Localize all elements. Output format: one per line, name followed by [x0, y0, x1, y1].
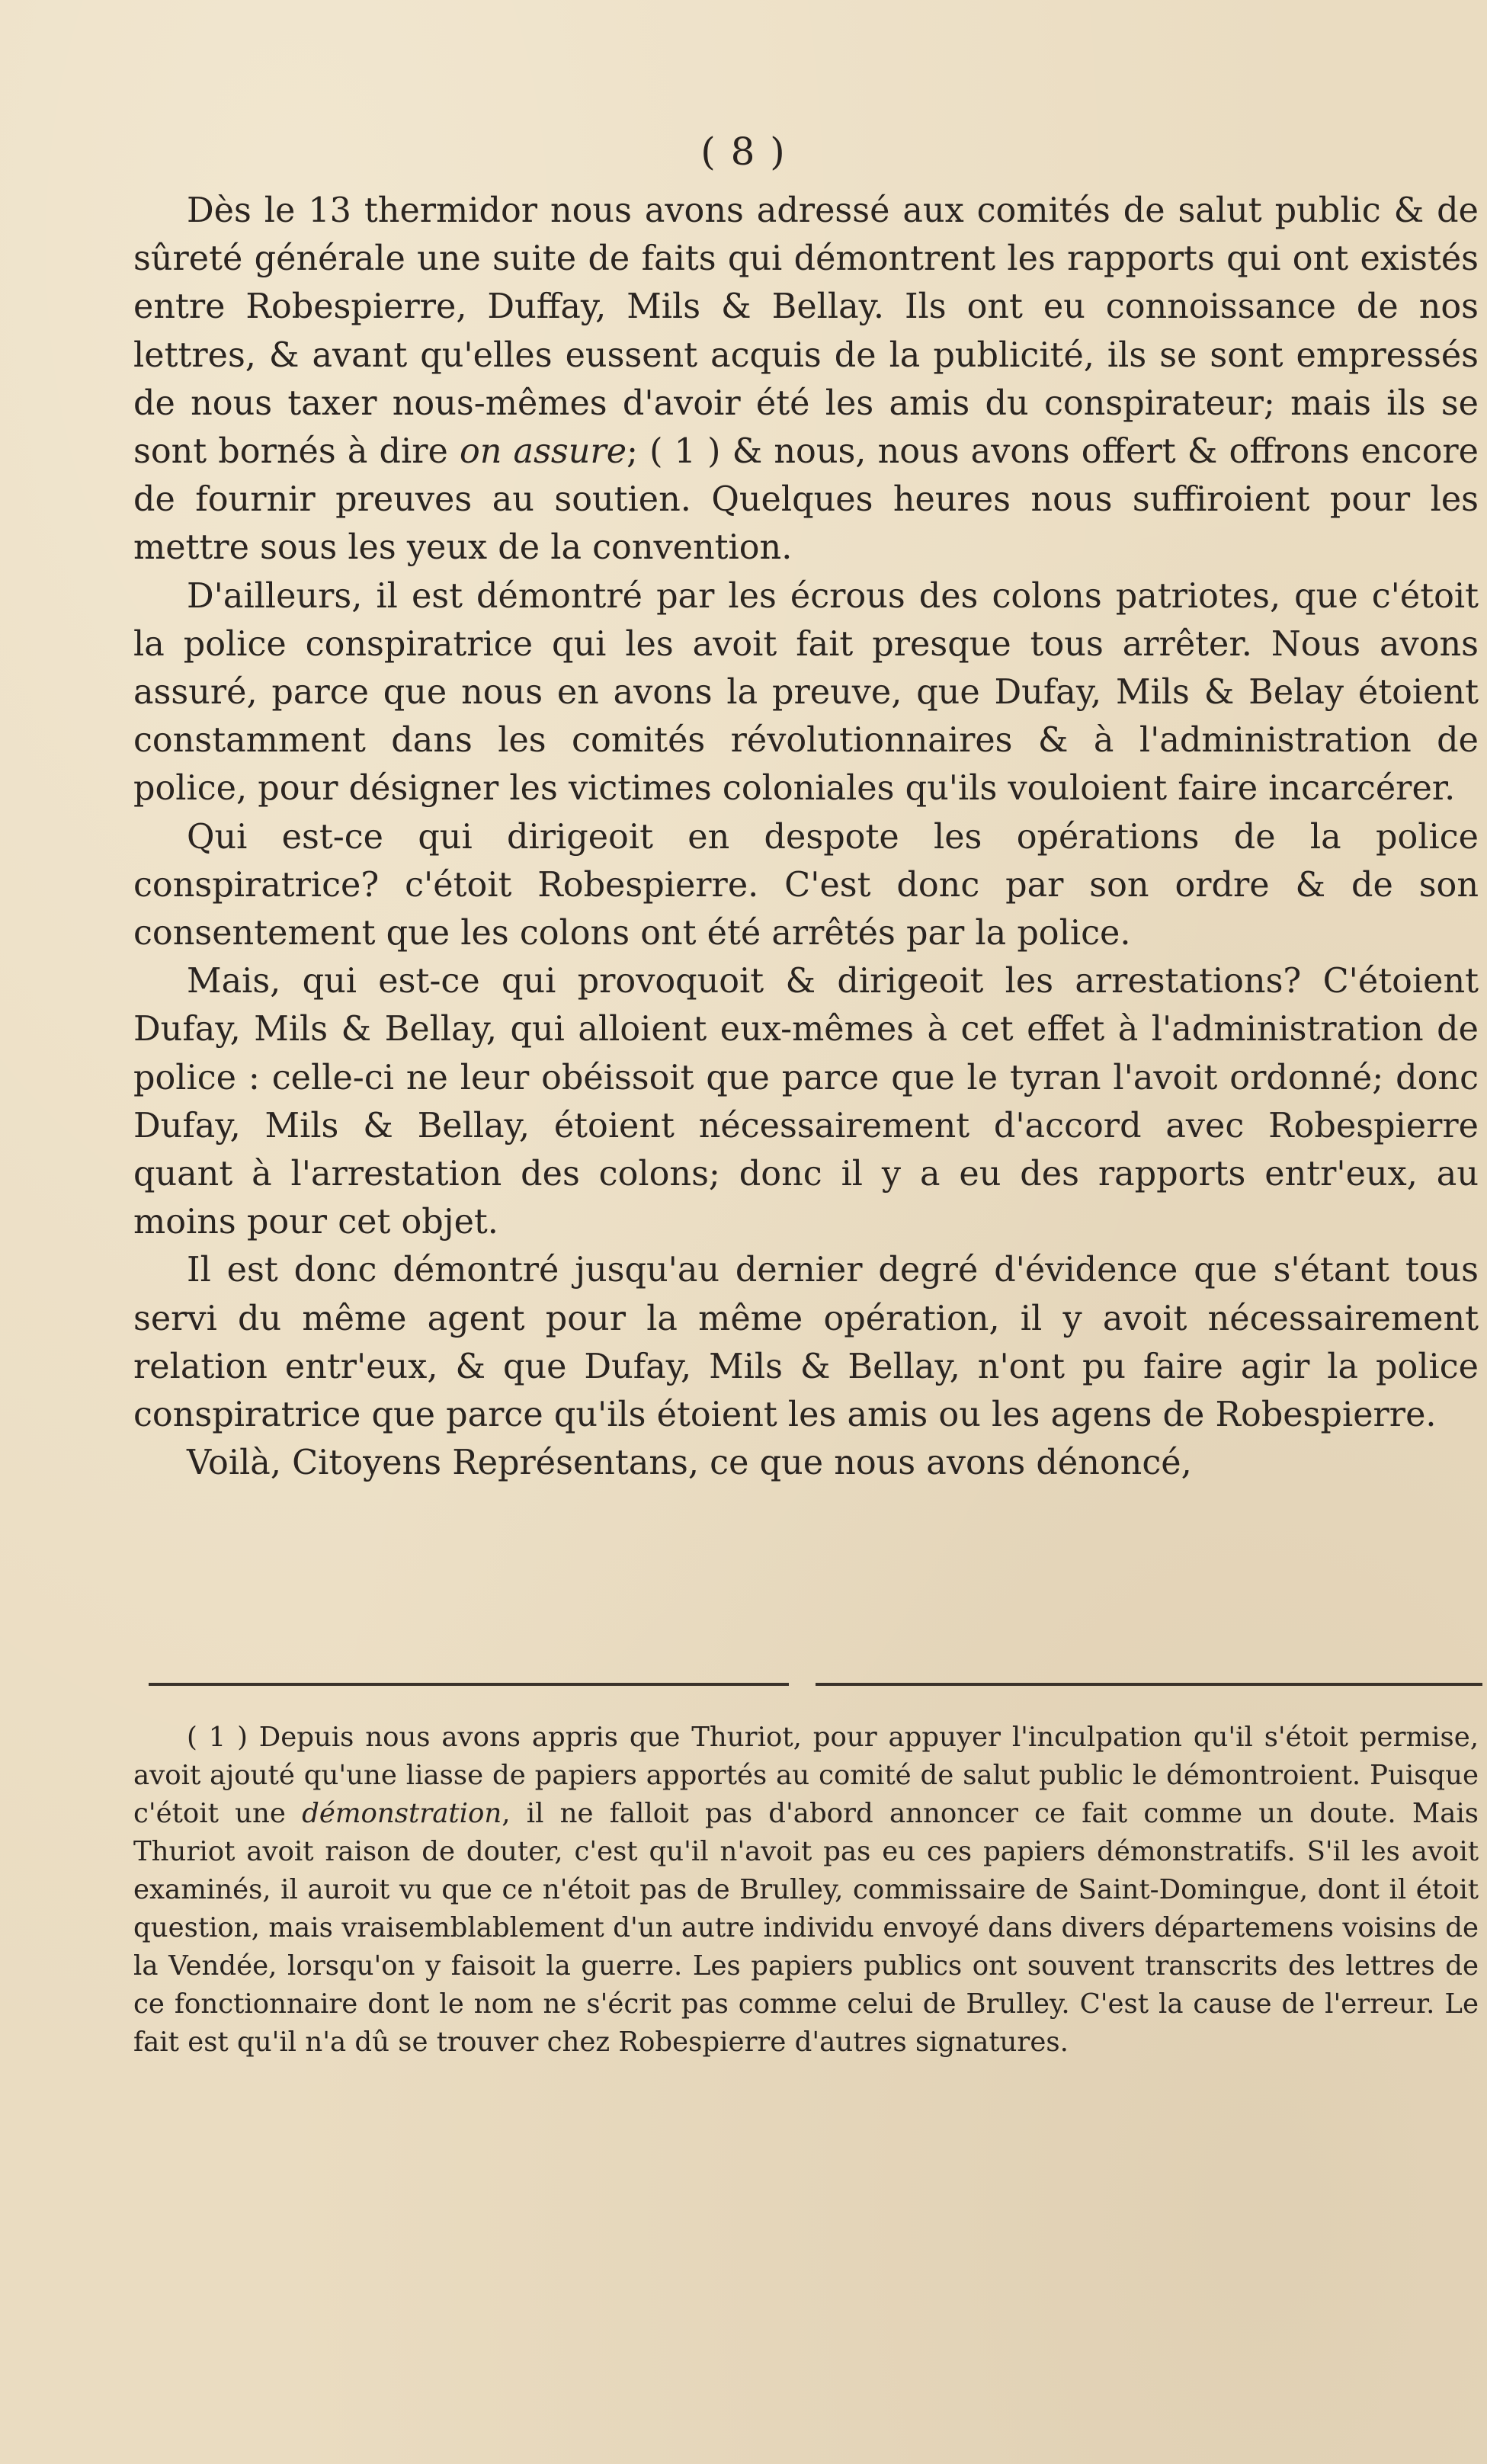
paragraph: D'ailleurs, il est démontré par les écrous des colons patriotes, que c'étoit la police conspiratrice qui les avoit fait presque tous arrêter. Nous avons assuré, parce que nous en avons la preuve, que Dufay, Mils & Belay étoient constamment dans les comités révolutionnaires & à l'administration de police, pour désigner les victimes coloniales qu'ils vouloient faire incarcérer. — [133, 576, 1479, 809]
paragraph-text: Dès le 13 thermidor nous avons adressé aux comités de salut public & de sûreté générale une suite de faits qui démontrent les rapports qui ont existés entre Robespierre, Duffay, Mils & Bellay. Ils ont eu connoissance de nos lettres, & avant qu'elles eussent acquis de la publicité, ils se sont empressés de nous taxer nous-mêmes d'avoir été les amis du conspirateur; mais ils se sont bornés à dire — [133, 191, 1479, 472]
paragraph: Qui est-ce qui dirigeoit en despote les opérations de la police conspiratrice? c'étoit Robespierre. C'est donc par son ordre & de son consentement que les colons ont été arrêtés par la police. — [133, 817, 1479, 953]
paragraph: Voilà, Citoyens Représentans, ce que nous avons dénoncé, — [187, 1443, 1192, 1483]
footnote-paragraph — [133, 1719, 1479, 2062]
footnote-text: , il ne falloit pas d'abord annoncer ce fait comme un doute. Mais Thuriot avoit raison de douter, c'est qu'il n'avoit pas eu ces papiers démonstratifs. S'il les avoit examinés, il auroit vu que ce n'étoit pas de Brulley, commissaire de Saint-Domingue, dont il étoit question, mais vraisemblablement d'un autre individu envoyé dans divers départemens voisins de la Vendée, lorsqu'on y faisoit la guerre. Les papiers publics ont souvent transcrits des lettres de ce fonctionnaire dont le nom ne s'écrit pas comme celui de Brulley. C'est la cause de l'erreur. Le fait est qu'il n'a dû se trouver chez Robespierre d'autres signatures. — [133, 1798, 1479, 2058]
italic-phrase: on assure — [459, 432, 627, 472]
page-number: ( 8 ) — [700, 130, 787, 174]
footnote-text: ( 1 ) Depuis nous avons appris que Thuriot, pour appuyer l'inculpation qu'il s'étoit permise, avoit ajouté qu'une liasse de papiers apportés au comité de salut public le démontroient. Puisque c'étoit une — [133, 1722, 1479, 1829]
footnote — [133, 1719, 1479, 2062]
footnote-italic: démonstration — [302, 1798, 502, 1829]
paragraph: Il est donc démontré jusqu'au dernier degré d'évidence que s'étant tous servi du même agent pour la même opération, il y avoit nécessairement relation entr'eux, & que Dufay, Mils & Bellay, n'ont pu faire agir la police conspiratrice que parce qu'ils étoient les amis ou les agens de Robespierre. — [133, 1251, 1479, 1435]
paragraph-text: preuves au soutien. Quelques heures nous suffiroient pour les mettre sous les yeux de la convention. — [133, 480, 1479, 568]
paragraph — [133, 187, 1479, 572]
paragraph-text: ; ( 1 ) & nous, nous avons offert & offrons encore de fournir — [133, 432, 1479, 520]
separator-line — [816, 1683, 1482, 1686]
paragraph: Mais, qui est-ce qui provoquoit & dirigeoit les arrestations? C'étoient Dufay, Mils & Bellay, qui alloient eux-mêmes à cet effet à l'administration de police : celle-ci ne leur obéissoit que parce que le tyran l'avoit ordonné; donc Dufay, Mils & Bellay, étoient nécessairement d'accord avec Robespierre quant à l'arrestation des colons; donc il y a eu des rapports entr'eux, au moins pour cet objet. — [133, 962, 1479, 1242]
main-text — [133, 187, 1479, 1487]
separator-line — [149, 1683, 789, 1686]
